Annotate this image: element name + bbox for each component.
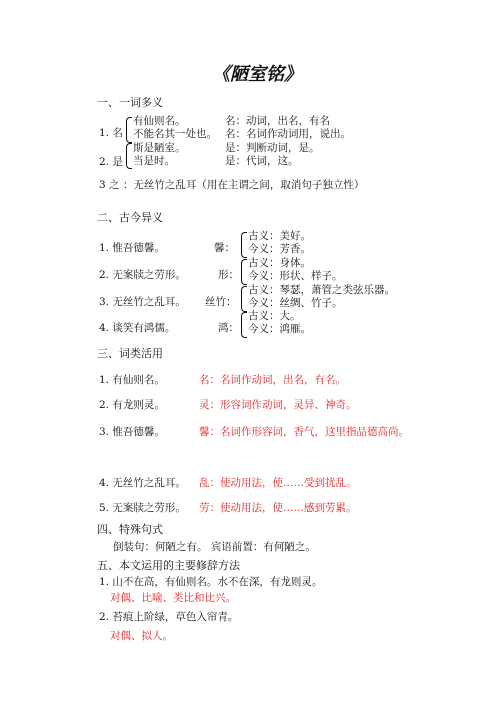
gujin-gu-2: 古义：身体。 [248, 257, 311, 269]
ming-sentence-2: 不能名其一处也。 [133, 128, 217, 140]
rhetoric-answer-2: 对偶、拟人。 [110, 630, 173, 642]
section-3-heading: 三、词类活用 [97, 347, 163, 360]
ming-explain-1: 名：动词，出名，有名 [225, 115, 330, 127]
shi-brace [126, 143, 132, 169]
huoyong-explain-3: 馨：名词作形容词，香气，这里指品德高尚。 [199, 426, 409, 438]
shi-sentence-2: 当是时。 [133, 155, 175, 167]
huoyong-explain-5: 劳：使动用法，使……感到劳累。 [199, 502, 357, 514]
gujin-key-3: 丝竹： [205, 296, 237, 308]
gujin-key-1: 馨： [214, 242, 235, 254]
shi-word: 2. 是 [99, 156, 123, 168]
gujin-sentence-3: 3. 无丝竹之乱耳。 [99, 296, 186, 308]
gujin-sentence-2: 2. 无案牍之劳形。 [99, 269, 186, 281]
gujin-brace-1 [241, 232, 247, 258]
huoyong-sentence-3: 3. 惟吾德馨。 [99, 426, 165, 438]
gujin-gu-3: 古义：琴瑟，萧管之类弦乐器。 [248, 284, 395, 296]
gujin-jin-3: 今义：丝绸、竹子。 [248, 297, 343, 309]
gujin-sentence-4: 4. 谈笑有鸿儒。 [99, 322, 176, 334]
rhetoric-sentence-2: 2. 苔痕上阶绿，草色入帘青。 [99, 611, 239, 623]
shi-explain-1: 是：判断动词，是。 [225, 142, 320, 154]
huoyong-explain-1: 名：名词作动词，出名，有名。 [199, 374, 346, 386]
huoyong-explain-2: 灵：形容词作动词，灵异、神奇。 [199, 399, 357, 411]
huoyong-sentence-1: 1. 有仙则名。 [99, 374, 165, 386]
section-2-heading: 二、古今异义 [97, 211, 163, 224]
gujin-sentence-1: 1. 惟吾德馨。 [99, 242, 165, 254]
page-title: 《陋室铭》 [212, 64, 302, 85]
huoyong-sentence-5: 5. 无案牍之劳形。 [99, 502, 186, 514]
section-1-heading: 一、一词多义 [97, 96, 163, 109]
gujin-jin-1: 今义：芳香。 [248, 243, 311, 255]
shi-explain-2: 是：代词，这。 [225, 155, 299, 167]
ming-brace [126, 117, 132, 143]
rhetoric-sentence-1: 1. 山不在高，有仙则名。水不在深，有龙则灵。 [99, 576, 323, 588]
rhetoric-answer-1: 对偶、比喻、类比和比兴。 [110, 592, 236, 604]
gujin-brace-3 [241, 286, 247, 312]
huoyong-sentence-2: 2. 有龙则灵。 [99, 399, 165, 411]
gujin-jin-2: 今义：形状、样子。 [248, 270, 343, 282]
gujin-key-2: 形： [218, 269, 239, 281]
gujin-gu-4: 古义：大。 [248, 310, 301, 322]
gujin-brace-2 [241, 259, 247, 285]
ming-explain-2: 名：名词作动词用，说出。 [225, 128, 351, 140]
ming-word: 1. 名 [99, 127, 123, 139]
gujin-gu-1: 古义：美好。 [248, 230, 311, 242]
section-4-heading: 四、特殊句式 [97, 523, 163, 536]
huoyong-sentence-4: 4. 无丝竹之乱耳。 [99, 477, 186, 489]
huoyong-explain-4: 乱：使动用法，使……受到扰乱。 [199, 477, 357, 489]
gujin-jin-4: 今义：鸿雁。 [248, 323, 311, 335]
zhi-line: 3 之 ：无丝竹之乱耳（用在主谓之间，取消句子独立性） [99, 179, 365, 191]
section-5-heading: 五、本文运用的主要修辞方法 [97, 559, 240, 572]
shi-sentence-1: 斯是陋室。 [133, 142, 186, 154]
ming-sentence-1: 有仙则名。 [133, 115, 186, 127]
gujin-key-4: 鸿： [218, 322, 239, 334]
gujin-brace-4 [241, 312, 247, 338]
special-sentence-line: 倒装句：何陋之有。 宾语前置：有何陋之。 [113, 541, 316, 553]
